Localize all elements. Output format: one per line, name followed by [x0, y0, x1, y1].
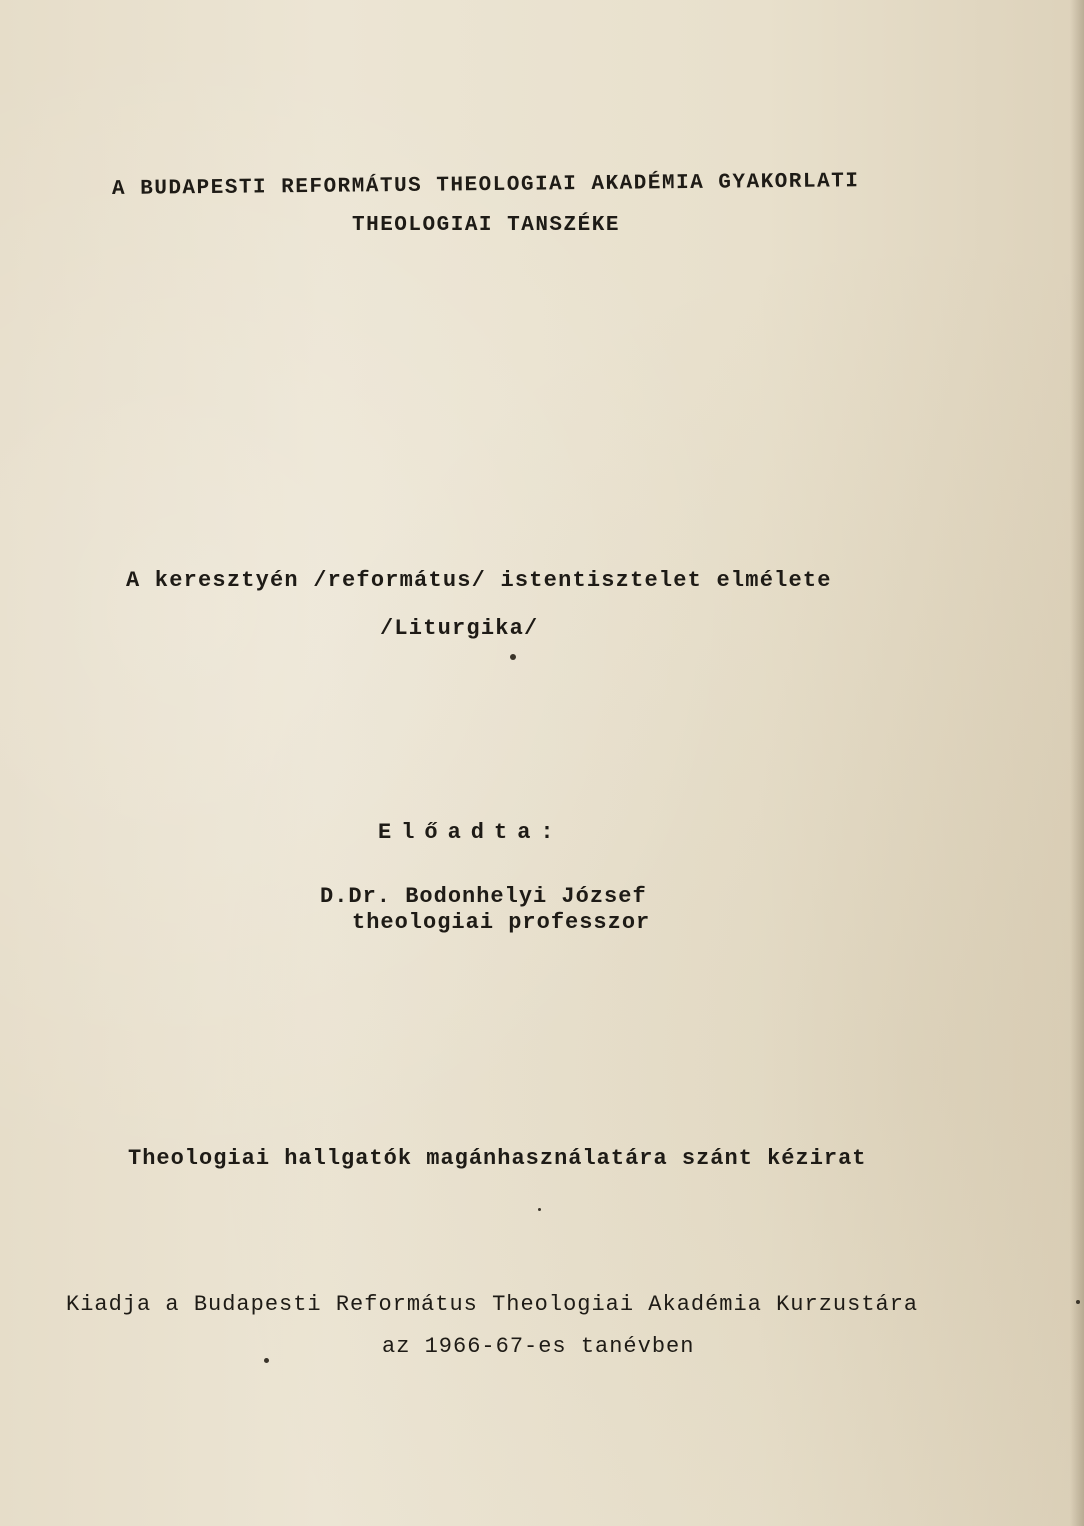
institution-heading-line2: THEOLOGIAI TANSZÉKE: [352, 214, 620, 237]
document-title-line2: /Liturgika/: [380, 616, 539, 641]
institution-heading-line1: A BUDAPESTI REFORMÁTUS THEOLOGIAI AKADÉMIA GYAKORLATI: [111, 170, 860, 201]
author-name: D.Dr. Bodonhelyi József: [320, 884, 647, 909]
author-role: theologiai professzor: [352, 910, 651, 935]
manuscript-notice: Theologiai hallgatók magánhasználatára szánt kézirat: [128, 1146, 867, 1171]
publisher-line1: Kiadja a Budapesti Református Theologiai Akadémia Kurzustára: [66, 1292, 919, 1317]
document-title-line1: A keresztyén /református/ istentisztelet elmélete: [126, 568, 832, 593]
ink-speck: [510, 654, 516, 660]
presented-by-label: Előadta:: [378, 820, 564, 845]
ink-speck: [264, 1358, 269, 1363]
ink-speck: [1076, 1300, 1080, 1304]
page-edge-shadow: [1070, 0, 1084, 1526]
publisher-line2: az 1966-67-es tanévben: [382, 1334, 695, 1359]
ink-speck: [538, 1208, 541, 1211]
